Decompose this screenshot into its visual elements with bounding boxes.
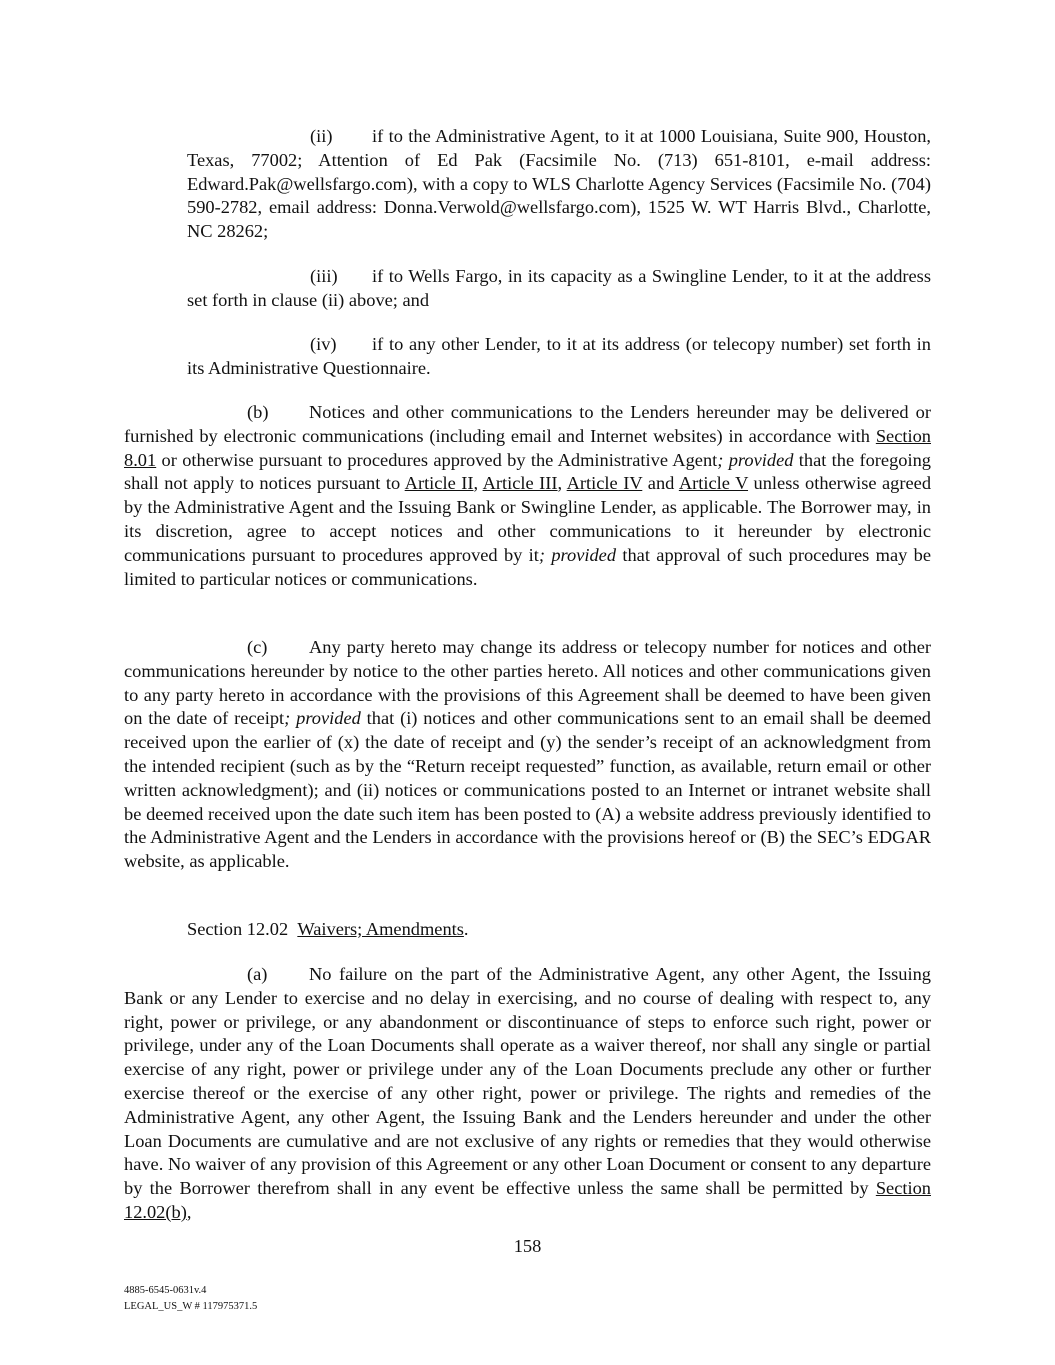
paragraph-b-provided-2: provided: [545, 544, 617, 565]
paragraph-a-text: No failure on the part of the Administrative Agent, any other Agent, the Issuing Bank or any Lender to exercise and no delay in exercising, and no course of dealing with respect to, any right, power or privilege, or any abandonment or discontinuance of steps to enforce such right, power or privilege, under any of the Loan Documents shall operate as a waiver thereof, nor shall any single or partial exercise of any right, power or privilege under any of the Loan Documents preclude any other or further exercise thereof or the exercise of any other right, power or privilege. The rights and remedies of the Administrative Agent, any other Agent, the Issuing Bank and the Lenders hereunder and under the other Loan Documents are cumulative and are not exclusive of any rights or remedies that they would otherwise have. No waiver of any provision of this Agreement or any other Loan Document or consent to any departure by the Borrower therefrom shall in any event be effective unless the same shall be permitted by: [124, 964, 931, 1199]
section-number: Section 12.02: [187, 919, 289, 939]
paragraph-b-text-3: that the foregoing shall not apply to notices pursuant to: [124, 449, 931, 494]
section-heading: [187, 918, 931, 942]
clause-iii-label: (iii): [310, 266, 338, 286]
paragraph-b-text-1: Notices and other communications to the Lenders hereunder may be delivered or furnished by electronic communications (including email and Internet websites) in accordance with: [124, 402, 931, 446]
paragraph-a-tail: ,: [186, 1201, 192, 1222]
paragraph-b-text-5: that approval of such procedures may be limited to particular notices or communications.: [124, 544, 931, 589]
paragraph-b-semicolon-1: ;: [717, 449, 724, 470]
page-number: 158: [513, 1236, 542, 1256]
paragraph-c-text-2: that (i) notices and other communications sent to an email shall be deemed received upon the earlier of (x) the date of receipt and (y) the sender’s receipt of an acknowledgment from the intended recipient (such as by the “Return receipt requested” function, as available, return email or other written acknowledgment); and (ii) notices or communications posted to an Internet or intranet website shall be deemed received upon the date such item has been posted to (A) a website address previously identified to the Administrative Agent and the Lenders in accordance with the provisions hereof or (B) the SEC’s EDGAR website, as applicable.: [124, 708, 931, 872]
article-v-ref[interactable]: Article V: [678, 473, 749, 494]
paragraph-c-semicolon: ;: [284, 708, 291, 729]
clause-ii-label: (ii): [310, 126, 333, 146]
paragraph-b-comma-2: ,: [557, 473, 567, 494]
footer-legal-id: LEGAL_US_W # 117975371.5: [124, 1301, 258, 1312]
article-ii-ref[interactable]: Article II: [404, 473, 474, 494]
paragraph-b-text-4: unless otherwise agreed by the Administrative Agent and the Issuing Bank or Swingline Lender, as applicable. The Borrower may, in its discretion, agree to accept notices and other communications to it hereunder by electronic communications pursuant to procedures approved by it: [124, 473, 932, 565]
paragraph-b-comma-1: ,: [473, 473, 483, 494]
section-title: Waivers; Amendments: [297, 919, 464, 939]
footer-doc-id: 4885-6545-0631v.4: [124, 1285, 207, 1296]
clause-iv-label: (iv): [310, 334, 337, 354]
paragraph-b-semicolon-2: ;: [538, 544, 546, 565]
clause-ii: [187, 125, 931, 244]
section-12-02-b-ref[interactable]: Section 12.02(b): [124, 1178, 931, 1222]
paragraph-b-provided-1: provided: [723, 449, 794, 470]
paragraph-c: [124, 636, 931, 874]
paragraph-b-and: and: [642, 473, 679, 494]
clause-iii-text: if to Wells Fargo, in its capacity as a Swingline Lender, to it at the address set forth in clause (ii) above; and: [187, 266, 931, 310]
article-iii-ref[interactable]: Article III: [482, 473, 558, 494]
clause-iv: [187, 333, 931, 381]
paragraph-b: [124, 401, 931, 591]
paragraph-a-label: (a): [247, 964, 268, 984]
paragraph-a: [124, 963, 931, 1225]
paragraph-b-text-2: or otherwise pursuant to procedures approved by the Administrative Agent: [156, 449, 718, 470]
article-iv-ref[interactable]: Article IV: [566, 473, 643, 494]
section-title-period: .: [463, 919, 469, 939]
paragraph-c-text-1: Any party hereto may change its address or telecopy number for notices and other communications hereunder by notice to the other parties hereto. All notices and other communications given to any party hereto in accordance with the provisions of this Agreement shall be deemed to have been given on the date of receipt: [124, 637, 931, 729]
clause-iv-text: if to any other Lender, to it at its address (or telecopy number) set forth in its Administrative Questionnaire.: [187, 334, 931, 378]
section-8-01-ref[interactable]: Section 8.01: [124, 425, 931, 470]
paragraph-b-label: (b): [247, 402, 269, 422]
clause-iii: [187, 265, 931, 313]
paragraph-c-label: (c): [247, 637, 268, 657]
paragraph-c-provided: provided: [290, 708, 361, 729]
clause-ii-text: if to the Administrative Agent, to it at 1000 Louisiana, Suite 900, Houston, Texas, 77002; Attention of Ed Pak (Facsimile No. (713) 651-8101, e-mail address: Edward.Pak@wellsfargo.com), with a copy to WLS Charlotte Agency Services (Facsimile No. (704) 590-2782, email address: Donna.Verwold@wellsfargo.com), 1525 W. WT Harris Blvd., Charlotte, NC 28262;: [187, 126, 931, 242]
